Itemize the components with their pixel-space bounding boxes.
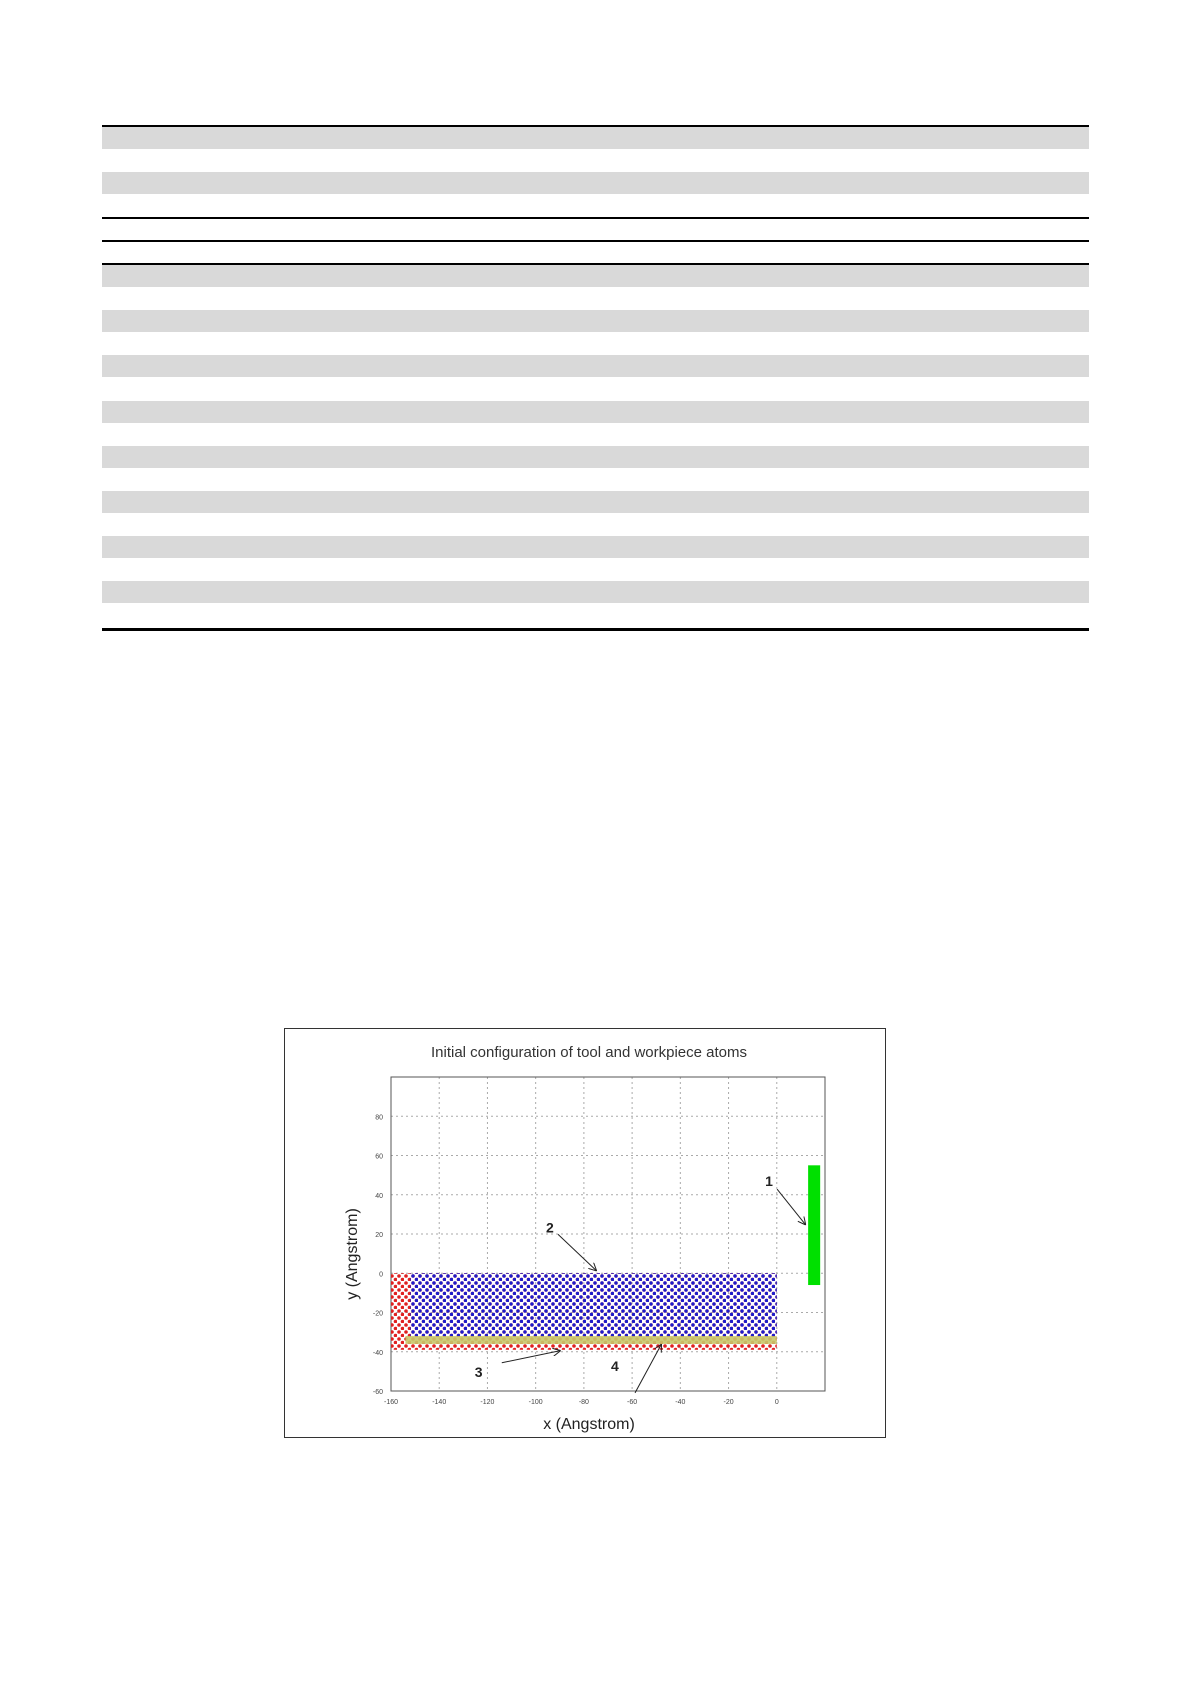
y-tick-label: 20 (375, 1232, 383, 1239)
atom-configuration-chart (285, 1029, 887, 1439)
table-stripe (102, 378, 1089, 400)
table-stripe (102, 310, 1089, 332)
table-stripe (102, 150, 1089, 172)
arrow-2 (558, 1234, 596, 1270)
tool-atoms-region (808, 1165, 820, 1285)
table-stripe (102, 265, 1089, 287)
table-stripe (102, 604, 1089, 626)
table-bottom-rule (102, 628, 1089, 631)
arrow-3 (502, 1351, 560, 1363)
x-tick-label: -160 (383, 1399, 399, 1406)
y-tick-label: -20 (372, 1310, 383, 1318)
x-tick-label: -120 (480, 1399, 495, 1406)
table-stripe (102, 127, 1089, 149)
x-tick-label: -40 (675, 1399, 686, 1406)
annotation-1: 1 (765, 1173, 773, 1190)
x-tick-label: -80 (578, 1399, 589, 1406)
table-stripe (102, 446, 1089, 468)
y-axis-label: y (Angstrom) (344, 1208, 361, 1300)
table-stripe (102, 491, 1089, 513)
table-stripe (102, 581, 1089, 603)
table-stripe (102, 559, 1089, 581)
table-stripe (102, 514, 1089, 536)
table-stripe (102, 468, 1089, 490)
table-stripe (102, 333, 1089, 355)
x-tick-label: -20 (723, 1399, 734, 1406)
table-header-rule-1 (102, 217, 1089, 219)
y-tick-label: 40 (375, 1192, 383, 1200)
table-stripe (102, 401, 1089, 423)
chart-title: Initial configuration of tool and workpiece atoms (430, 1044, 748, 1061)
y-tick-label: 60 (375, 1153, 383, 1161)
y-tick-label: -60 (372, 1389, 383, 1396)
y-tick-label: -40 (372, 1349, 383, 1357)
table-stripe (102, 536, 1089, 558)
x-tick-label: 0 (774, 1399, 779, 1406)
table-body-block (102, 265, 1089, 627)
annotation-2: 2 (545, 1219, 554, 1236)
table-stripe (102, 423, 1089, 445)
x-tick-label: -140 (432, 1399, 447, 1406)
y-tick-label: 80 (375, 1114, 383, 1122)
x-tick-labels (384, 1399, 779, 1406)
thermostat-atoms-region (405, 1336, 776, 1344)
x-axis-label: x (Angstrom) (543, 1416, 635, 1433)
table-stripe (102, 172, 1089, 194)
table-stripe (102, 355, 1089, 377)
x-tick-label: -100 (528, 1399, 543, 1406)
y-tick-labels (373, 1114, 383, 1396)
x-tick-label: -60 (627, 1399, 638, 1406)
annotation-3: 3 (474, 1363, 483, 1380)
table-header-block (102, 127, 1089, 217)
y-tick-label: 0 (379, 1271, 383, 1279)
table-stripe (102, 195, 1089, 217)
newtonian-atoms-region (410, 1273, 776, 1336)
annotation-4: 4 (611, 1357, 619, 1374)
table-stripe (102, 288, 1089, 310)
table-header-rule-2 (102, 240, 1089, 242)
arrow-4 (635, 1345, 661, 1393)
figure-frame (284, 1028, 886, 1438)
